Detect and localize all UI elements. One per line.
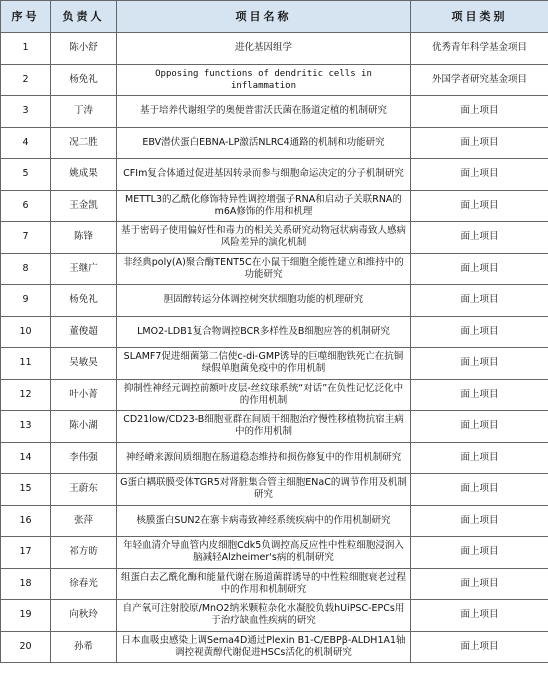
table-row [1, 600, 548, 632]
table-row [1, 64, 548, 96]
table-row [1, 631, 548, 663]
cell-type: 优秀青年科学基金项目 [411, 33, 548, 65]
cell-title: 非经典poly(A)聚合酶TENT5C在小鼠干细胞全能性建立和维持中的功能研究 [117, 253, 411, 285]
cell-num: 16 [1, 505, 51, 537]
cell-type: 面上项目 [411, 190, 548, 222]
cell-title: 日本血吸虫感染上调Sema4D通过Plexin B1-C/EBPβ-ALDH1A1轴调控视黄醇代谢促进HSCs活化的机制研究 [117, 631, 411, 663]
cell-num: 4 [1, 127, 51, 159]
cell-num: 12 [1, 379, 51, 411]
cell-title: 组蛋白去乙酰化酶和能量代谢在肠道菌群诱导的中性粒细胞衰老过程中的作用和机制研究 [117, 568, 411, 600]
table-row [1, 474, 548, 506]
cell-person: 陈锋 [51, 222, 117, 254]
cell-person: 王金凯 [51, 190, 117, 222]
table-row [1, 285, 548, 317]
cell-num: 8 [1, 253, 51, 285]
cell-person: 吴敏昊 [51, 348, 117, 380]
cell-num: 9 [1, 285, 51, 317]
table-row [1, 348, 548, 380]
table-row [1, 33, 548, 65]
header-type: 项目类别 [411, 1, 548, 33]
cell-person: 杨免礼 [51, 64, 117, 96]
cell-num: 11 [1, 348, 51, 380]
cell-type: 面上项目 [411, 379, 548, 411]
cell-title: 自产氧可注射胶原/MnO2纳米颗粒杂化水凝胶负载hUiPSC-EPCs用于治疗缺血性疾病的研究 [117, 600, 411, 632]
cell-num: 19 [1, 600, 51, 632]
cell-title: 进化基因组学 [117, 33, 411, 65]
cell-num: 6 [1, 190, 51, 222]
cell-title: 神经嵴来源间质细胞在肠道稳态维持和损伤修复中的作用机制研究 [117, 442, 411, 474]
cell-type: 面上项目 [411, 127, 548, 159]
cell-person: 陈小湖 [51, 411, 117, 443]
table-row [1, 411, 548, 443]
table-row [1, 568, 548, 600]
cell-person: 李伟强 [51, 442, 117, 474]
cell-title: SLAMF7促进细菌第二信使c-di-GMP诱导的巨噬细胞铁死亡在抗铜绿假单胞菌免疫中的作用机制 [117, 348, 411, 380]
cell-title: 基于密码子使用偏好性和毒力的相关关系研究动物冠状病毒致人感病风险差异的演化机制 [117, 222, 411, 254]
cell-title: METTL3的乙酰化修饰特异性调控增强子RNA和启动子关联RNA的m6A修饰的作用和机理 [117, 190, 411, 222]
cell-type: 面上项目 [411, 474, 548, 506]
cell-title: LMO2-LDB1复合物调控BCR多样性及B细胞应答的机制研究 [117, 316, 411, 348]
cell-type: 面上项目 [411, 442, 548, 474]
table-row [1, 190, 548, 222]
table-row [1, 127, 548, 159]
cell-person: 丁涛 [51, 96, 117, 128]
table-header-row [1, 1, 548, 33]
cell-person: 张萍 [51, 505, 117, 537]
cell-title: CFIm复合体通过促进基因转录而参与细胞命运决定的分子机制研究 [117, 159, 411, 191]
cell-title: EBV潜伏蛋白EBNA-LP激活NLRC4通路的机制和功能研究 [117, 127, 411, 159]
cell-type: 面上项目 [411, 96, 548, 128]
cell-num: 13 [1, 411, 51, 443]
cell-num: 17 [1, 537, 51, 569]
cell-num: 2 [1, 64, 51, 96]
cell-person: 陈小舒 [51, 33, 117, 65]
cell-type: 面上项目 [411, 537, 548, 569]
cell-title: 核膜蛋白SUN2在寨卡病毒致神经系统疾病中的作用机制研究 [117, 505, 411, 537]
cell-num: 10 [1, 316, 51, 348]
table-row [1, 505, 548, 537]
cell-person: 叶小菁 [51, 379, 117, 411]
cell-type: 面上项目 [411, 316, 548, 348]
cell-title: 基于培养代谢组学的奥便普雷沃氏菌在肠道定植的机制研究 [117, 96, 411, 128]
cell-type: 面上项目 [411, 411, 548, 443]
cell-person: 王蔚东 [51, 474, 117, 506]
cell-title: Opposing functions of dendritic cells in inflammation [117, 64, 411, 96]
table-row [1, 159, 548, 191]
cell-num: 18 [1, 568, 51, 600]
cell-num: 20 [1, 631, 51, 663]
cell-type: 面上项目 [411, 159, 548, 191]
cell-person: 徐春光 [51, 568, 117, 600]
cell-title: 年轻血清介导血管内皮细胞Cdk5负调控高反应性中性粒细胞浸润入脑减轻Alzheimer's病的机制研究 [117, 537, 411, 569]
cell-person: 孙希 [51, 631, 117, 663]
cell-type: 面上项目 [411, 505, 548, 537]
table-row [1, 442, 548, 474]
table-row [1, 316, 548, 348]
cell-num: 14 [1, 442, 51, 474]
cell-person: 王继广 [51, 253, 117, 285]
cell-person: 祁方昉 [51, 537, 117, 569]
cell-person: 杨免礼 [51, 285, 117, 317]
cell-type: 面上项目 [411, 348, 548, 380]
cell-num: 15 [1, 474, 51, 506]
cell-num: 3 [1, 96, 51, 128]
cell-type: 面上项目 [411, 631, 548, 663]
header-num: 序号 [1, 1, 51, 33]
table-row [1, 379, 548, 411]
cell-person: 姚成果 [51, 159, 117, 191]
cell-num: 1 [1, 33, 51, 65]
table-row [1, 96, 548, 128]
cell-person: 况二胜 [51, 127, 117, 159]
cell-title: 抑制性神经元调控前额叶皮层-丝纹球系统“对话”在负性记忆泛化中的作用机制 [117, 379, 411, 411]
table-row [1, 253, 548, 285]
cell-title: G蛋白耦联膜受体TGR5对肾脏集合管主细胞ENaC的调节作用及机制研究 [117, 474, 411, 506]
cell-num: 5 [1, 159, 51, 191]
table-row [1, 537, 548, 569]
cell-person: 向秋玲 [51, 600, 117, 632]
cell-type: 面上项目 [411, 253, 548, 285]
cell-type: 面上项目 [411, 568, 548, 600]
cell-person: 董俊超 [51, 316, 117, 348]
cell-type: 面上项目 [411, 600, 548, 632]
table-body [1, 33, 548, 663]
header-title: 项目名称 [117, 1, 411, 33]
cell-type: 外国学者研究基金项目 [411, 64, 548, 96]
table-row [1, 222, 548, 254]
header-person: 负责人 [51, 1, 117, 33]
cell-title: CD21low/CD23-B细胞亚群在间质干细胞治疗慢性移植物抗宿主病中的作用机制 [117, 411, 411, 443]
cell-title: 胆固醇转运分体调控树突状细胞功能的机理研究 [117, 285, 411, 317]
cell-type: 面上项目 [411, 285, 548, 317]
cell-type: 面上项目 [411, 222, 548, 254]
cell-num: 7 [1, 222, 51, 254]
